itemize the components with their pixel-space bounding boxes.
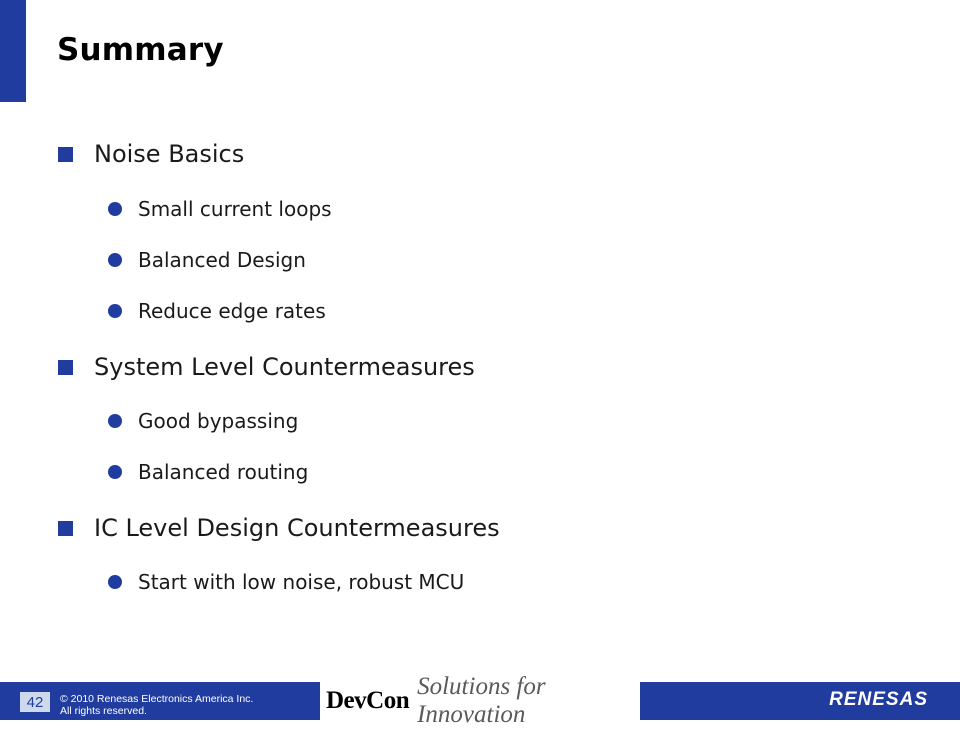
bullet-text: System Level Countermeasures [94, 353, 475, 381]
page-number: 42 [20, 692, 50, 712]
copyright-notice [60, 693, 253, 717]
square-bullet-icon [58, 147, 73, 162]
bullet-text: IC Level Design Countermeasures [94, 514, 500, 542]
round-bullet-icon [108, 202, 122, 216]
slide-title: Summary [57, 32, 224, 68]
sub-bullet [108, 299, 326, 323]
square-bullet-icon [58, 360, 73, 375]
bullet-noise-basics [58, 140, 244, 168]
bullet-ic-level [58, 514, 500, 542]
copyright-line: All rights reserved. [60, 705, 147, 717]
square-bullet-icon [58, 521, 73, 536]
bullet-text: Noise Basics [94, 140, 245, 168]
sub-bullet [108, 460, 308, 484]
sub-bullet [108, 197, 332, 221]
devcon-banner [320, 673, 640, 728]
copyright-line: © 2010 Renesas Electronics America Inc. [60, 693, 254, 705]
slide-footer [0, 673, 960, 728]
round-bullet-icon [108, 414, 122, 428]
round-bullet-icon [108, 304, 122, 318]
bullet-system-level [58, 353, 475, 381]
renesas-logo: RENESAS [829, 689, 928, 710]
round-bullet-icon [108, 465, 122, 479]
sub-bullet-text: Good bypassing [138, 409, 299, 433]
sub-bullet-text: Small current loops [138, 197, 332, 221]
sub-bullet-text: Start with low noise, robust MCU [138, 570, 465, 594]
round-bullet-icon [108, 575, 122, 589]
round-bullet-icon [108, 253, 122, 267]
sub-bullet [108, 409, 298, 433]
devcon-logo: DevCon [326, 687, 410, 714]
sub-bullet-text: Balanced routing [138, 460, 309, 484]
title-accent-bar [0, 0, 26, 102]
tagline: Solutions for Innovation [417, 673, 546, 728]
sub-bullet [108, 570, 464, 594]
sub-bullet-text: Reduce edge rates [138, 299, 326, 323]
sub-bullet [108, 248, 306, 272]
sub-bullet-text: Balanced Design [138, 248, 306, 272]
